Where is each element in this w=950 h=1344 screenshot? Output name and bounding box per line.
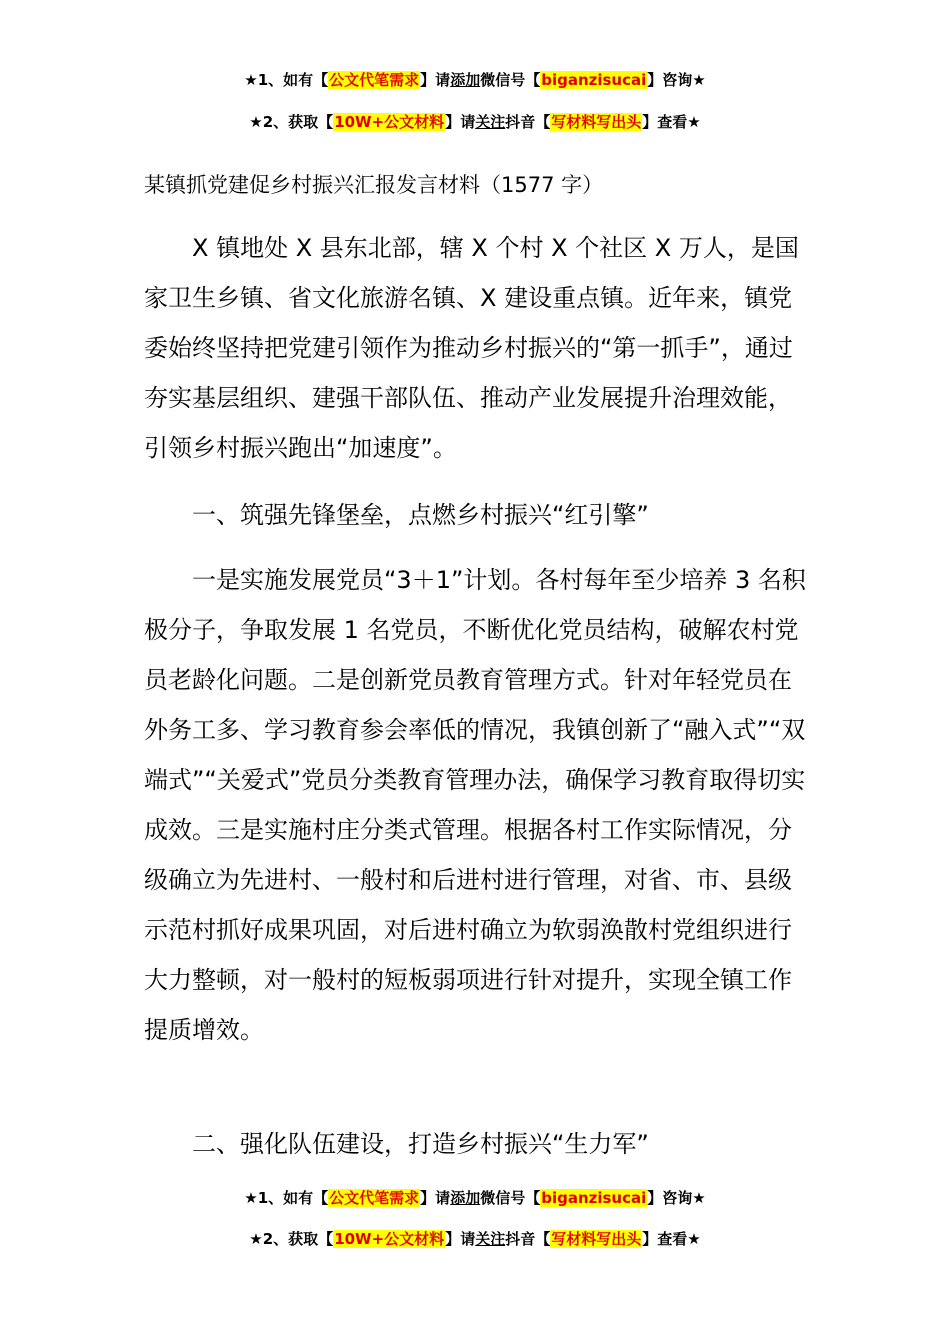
banner-text: 微信号【 [480, 1189, 541, 1207]
section-1-heading: 一、筑强先锋堡垒，点燃乡村振兴“红引擎” [192, 501, 649, 529]
banner-text: 】咨询★ [647, 71, 706, 89]
top-banner-line-1 [0, 69, 950, 91]
banner-text: ★1、如有【 [244, 1189, 329, 1207]
intro-paragraph: X 镇地处 X 县东北部，辖 X 个村 X 个社区 X 万人，是国家卫生乡镇、省文化旅游名镇、X 建设重点镇。近年来，镇党委始终坚持把党建引领作为推动乡村振兴的“第一抓手”，通过夯实基层组织、建强干部队伍、推动产业发展提升治理效能，引领乡村振兴跑出“加速度”。 [144, 234, 799, 462]
banner-text: ★2、获取【 [249, 1230, 334, 1248]
banner-text: ★1、如有【 [244, 71, 329, 89]
document-title: 某镇抓党建促乡村振兴汇报发言材料（1577 字） [144, 173, 604, 197]
banner-text: 】查看★ [642, 113, 701, 131]
banner-text: 微信号【 [480, 71, 541, 89]
bottom-banner-line-1 [0, 1187, 950, 1209]
bottom-banner-line-2 [0, 1228, 950, 1250]
banner-text: ★2、获取【 [249, 113, 334, 131]
section-2-heading: 二、强化队伍建设，打造乡村振兴“生力军” [192, 1130, 649, 1158]
section-1-paragraph: 一是实施发展党员“3＋1”计划。各村每年至少培养 3 名积极分子，争取发展 1 名党员，不断优化党员结构，破解农村党员老龄化问题。二是创新党员教育管理方式。针对年轻党员在外务工多、学习教育参会率低的情况，我镇创新了“融入式”“双端式”“关爱式”党员分类教育管理办法，确保学习教育取得切实成效。三是实施村庄分类式管理。根据各村工作实际情况，分级确立为先进村、一般村和后进村进行管理，对省、市、县级示范村抓好成果巩固，对后进村确立为软弱涣散村党组织进行大力整顿，对一般村的短板弱项进行针对提升，实现全镇工作提质增效。 [144, 566, 806, 1044]
banner-highlight: 10W+公文材料 [334, 113, 445, 131]
banner-highlight-wechat-id: biganzisucai [541, 1189, 647, 1207]
banner-text: 】请 [420, 1189, 451, 1207]
banner-highlight: 10W+公文材料 [334, 1230, 445, 1248]
banner-highlight-douyin-account: 写材料写出头 [551, 1230, 642, 1248]
banner-underlined: 关注 [475, 113, 506, 131]
banner-highlight: 公文代笔需求 [329, 1189, 420, 1207]
banner-text: 】查看★ [642, 1230, 701, 1248]
banner-highlight-douyin-account: 写材料写出头 [551, 113, 642, 131]
banner-highlight: 公文代笔需求 [329, 71, 420, 89]
banner-text: 抖音【 [505, 1230, 551, 1248]
banner-highlight-wechat-id: biganzisucai [541, 71, 647, 89]
banner-text: 】请 [445, 113, 476, 131]
banner-underlined: 添加 [450, 1189, 481, 1207]
banner-underlined: 添加 [450, 71, 481, 89]
banner-text: 】请 [445, 1230, 476, 1248]
banner-text: 】咨询★ [647, 1189, 706, 1207]
banner-text: 】请 [420, 71, 451, 89]
banner-underlined: 关注 [475, 1230, 506, 1248]
top-banner-line-2 [0, 111, 950, 133]
banner-text: 抖音【 [505, 113, 551, 131]
